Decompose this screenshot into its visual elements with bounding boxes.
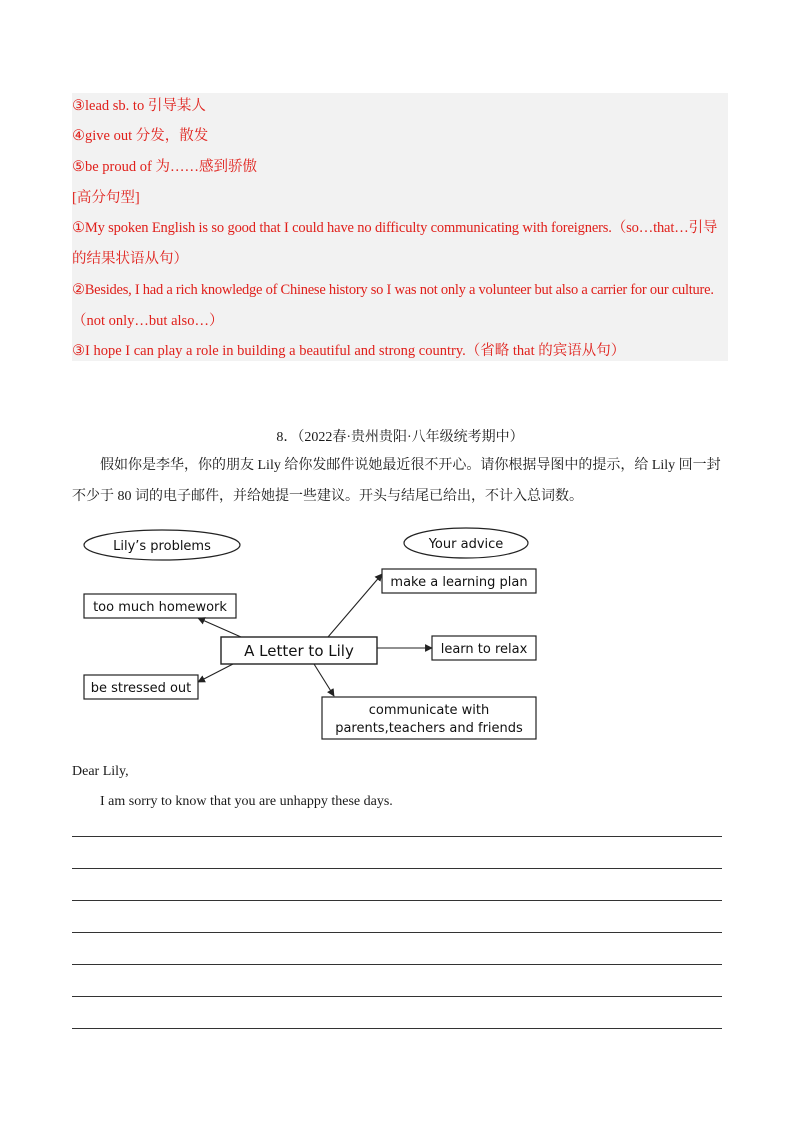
question-prompt-line-2: 不少于 80 词的电子邮件，并给她提一些建议。开头与结尾已给出，不计入总词数。	[72, 489, 583, 504]
sentence-pattern-1-cont: 的结果状语从句）	[72, 251, 188, 267]
writing-line[interactable]	[72, 932, 722, 933]
question-title: 8．（2022春·贵州贵阳·八年级统考期中）	[276, 430, 524, 445]
problems-label: Lily’s problems	[113, 539, 211, 554]
writing-line[interactable]	[72, 1028, 722, 1029]
advice-plan: make a learning plan	[390, 575, 528, 590]
phrase-give-out: ④give out 分发，散发	[72, 128, 209, 144]
arrow-to-communicate	[314, 664, 334, 696]
writing-line[interactable]	[72, 996, 722, 997]
advice-label: Your advice	[428, 537, 504, 552]
phrase-be-proud-of: ⑤be proud of 为……感到骄傲	[72, 159, 257, 175]
writing-line[interactable]	[72, 964, 722, 965]
sentence-pattern-3: ③I hope I can play a role in building a beautiful and strong country.（省略 that 的宾语从句）	[72, 343, 626, 359]
letter-greeting: Dear Lily,	[72, 764, 129, 779]
phrase-lead-sb-to: ③lead sb. to 引导某人	[72, 98, 206, 114]
writing-line[interactable]	[72, 836, 722, 837]
sentence-pattern-1: ①My spoken English is so good that I could have no difficulty communicating with foreigners.（so…that…引导	[72, 220, 718, 236]
problem-stressed: be stressed out	[90, 681, 192, 696]
writing-line[interactable]	[72, 868, 722, 869]
arrow-to-stressed	[198, 664, 233, 682]
sentence-patterns-heading: [高分句型]	[72, 190, 140, 206]
sentence-pattern-2-cont: （not only…but also…）	[72, 313, 224, 329]
sentence-pattern-2: ②Besides, I had a rich knowledge of Chinese history so I was not only a volunteer but also a carrier for our culture.	[72, 282, 714, 298]
writing-line[interactable]	[72, 900, 722, 901]
arrow-to-plan	[328, 574, 382, 637]
mind-map	[78, 522, 548, 744]
center-label: A Letter to Lily	[244, 642, 354, 660]
letter-opening: I am sorry to know that you are unhappy these days.	[100, 794, 393, 809]
question-prompt-line-1: 假如你是李华，你的朋友 Lily 给你发邮件说她最近很不开心。请你根据导图中的提示，给 Lily 回一封	[100, 458, 721, 473]
advice-communicate-line-2: parents,teachers and friends	[335, 721, 523, 736]
advice-relax: learn to relax	[440, 642, 528, 657]
advice-communicate-line-1: communicate with	[368, 703, 490, 718]
arrow-to-homework	[198, 618, 241, 637]
problem-homework: too much homework	[93, 600, 227, 615]
